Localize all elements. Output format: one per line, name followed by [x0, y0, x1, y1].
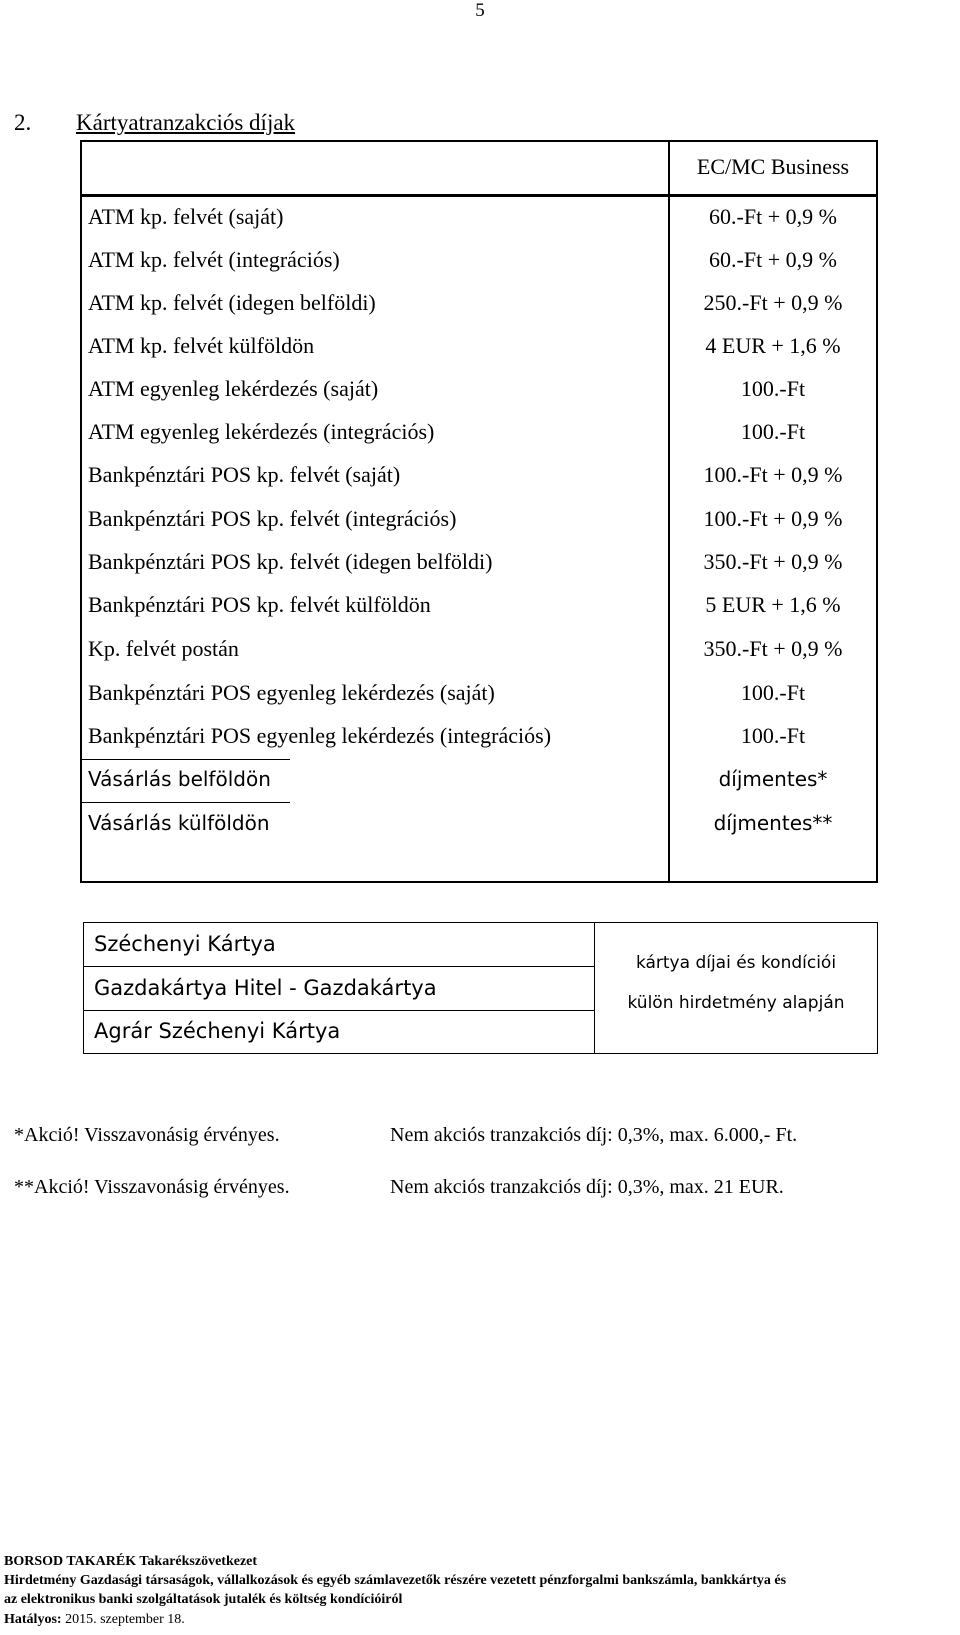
card-note-line2: külön hirdetmény alapján	[627, 993, 845, 1013]
fee-row	[82, 761, 876, 801]
card-note-line1: kártya díjai és kondíciói	[635, 953, 837, 973]
card-name: Agrár Széchenyi Kártya	[94, 1019, 341, 1043]
fee-value: 60.-Ft + 0,9 %	[709, 204, 837, 229]
row-divider	[82, 759, 290, 760]
fee-label: Bankpénztári POS kp. felvét (idegen belföldi)	[88, 549, 493, 574]
footnote-1-detail: Nem akciós tranzakciós díj: 0,3%, max. 6.000,- Ft.	[390, 1124, 798, 1146]
header-divider	[82, 194, 876, 197]
fee-row	[82, 413, 876, 453]
fee-row	[82, 327, 876, 367]
section-number: 2.	[14, 110, 32, 135]
footer-line2: az elektronikus banki szolgáltatások jutalék és költség kondícióiról	[4, 1592, 403, 1607]
footer-bank-name: BORSOD TAKARÉK Takarékszövetkezet	[4, 1554, 258, 1569]
section-title: Kártyatranzakciós díjak	[76, 110, 296, 135]
fee-value: 60.-Ft + 0,9 %	[709, 247, 837, 272]
fee-value: 100.-Ft	[740, 376, 806, 401]
section-heading	[14, 110, 295, 136]
card-box	[83, 922, 878, 1054]
fee-row	[82, 456, 876, 496]
fee-label: ATM kp. felvét (idegen belföldi)	[88, 290, 376, 315]
footer-line1: Hirdetmény Gazdasági társaságok, vállalkozások és egyéb számlavezetők részére vezetett pénzforgalmi bankszámla, bankkártya és	[4, 1573, 787, 1588]
fee-label: Bankpénztári POS kp. felvét külföldön	[88, 592, 431, 617]
fee-label: Bankpénztári POS egyenleg lekérdezés (integrációs)	[88, 723, 552, 748]
card-separator	[84, 966, 594, 967]
fee-row	[82, 674, 876, 714]
fee-value: 5 EUR + 1,6 %	[705, 592, 841, 617]
fee-row	[82, 370, 876, 410]
page-number: 5	[475, 0, 485, 21]
card-name: Széchenyi Kártya	[94, 932, 276, 956]
fee-value: 100.-Ft + 0,9 %	[703, 462, 843, 487]
fee-row	[82, 198, 876, 238]
fee-label: ATM kp. felvét (saját)	[88, 204, 284, 229]
fee-row	[82, 805, 876, 845]
fee-table	[80, 140, 878, 883]
fee-label: ATM kp. felvét külföldön	[88, 333, 315, 358]
fee-value: 250.-Ft + 0,9 %	[703, 290, 843, 315]
fee-value: 4 EUR + 1,6 %	[705, 333, 841, 358]
fee-label: Kp. felvét postán	[88, 636, 239, 661]
fee-value: 100.-Ft	[740, 419, 806, 444]
footer-validity-label: Hatályos:	[4, 1612, 62, 1627]
fee-label: Vásárlás külföldön	[88, 811, 270, 835]
fee-label: ATM kp. felvét (integrációs)	[88, 247, 340, 272]
fee-row	[82, 241, 876, 281]
fee-label: Bankpénztári POS egyenleg lekérdezés (saját)	[88, 680, 495, 705]
fee-value: 100.-Ft	[740, 723, 806, 748]
fee-value: 350.-Ft + 0,9 %	[703, 636, 843, 661]
fee-value: 100.-Ft + 0,9 %	[703, 506, 843, 531]
row-divider	[82, 802, 290, 803]
fee-row	[82, 630, 876, 670]
fee-label: Vásárlás belföldön	[88, 767, 271, 791]
fee-row	[82, 500, 876, 540]
fee-value: 350.-Ft + 0,9 %	[703, 549, 843, 574]
fee-label: Bankpénztári POS kp. felvét (saját)	[88, 462, 401, 487]
fee-value: 100.-Ft	[740, 680, 806, 705]
column-header: EC/MC Business	[696, 154, 850, 179]
footnote-2-detail: Nem akciós tranzakciós díj: 0,3%, max. 21 EUR.	[390, 1176, 784, 1198]
fee-row	[82, 284, 876, 324]
fee-value: díjmentes*	[718, 767, 828, 791]
fee-label: ATM egyenleg lekérdezés (saját)	[88, 376, 379, 401]
card-name: Gazdakártya Hitel - Gazdakártya	[94, 976, 437, 1000]
fee-row	[82, 586, 876, 626]
footnote-2: **Akció! Visszavonásig érvényes.	[14, 1176, 290, 1198]
fee-label: ATM egyenleg lekérdezés (integrációs)	[88, 419, 435, 444]
footnote-1: *Akció! Visszavonásig érvényes.	[14, 1124, 280, 1146]
fee-label: Bankpénztári POS kp. felvét (integrációs)	[88, 506, 457, 531]
card-box-divider	[594, 923, 595, 1053]
footer-validity	[4, 1612, 185, 1628]
footer-validity-date: 2015. szeptember 18.	[65, 1612, 185, 1627]
card-separator	[84, 1010, 594, 1011]
fee-value: díjmentes**	[713, 811, 833, 835]
fee-row	[82, 543, 876, 583]
fee-row	[82, 717, 876, 757]
